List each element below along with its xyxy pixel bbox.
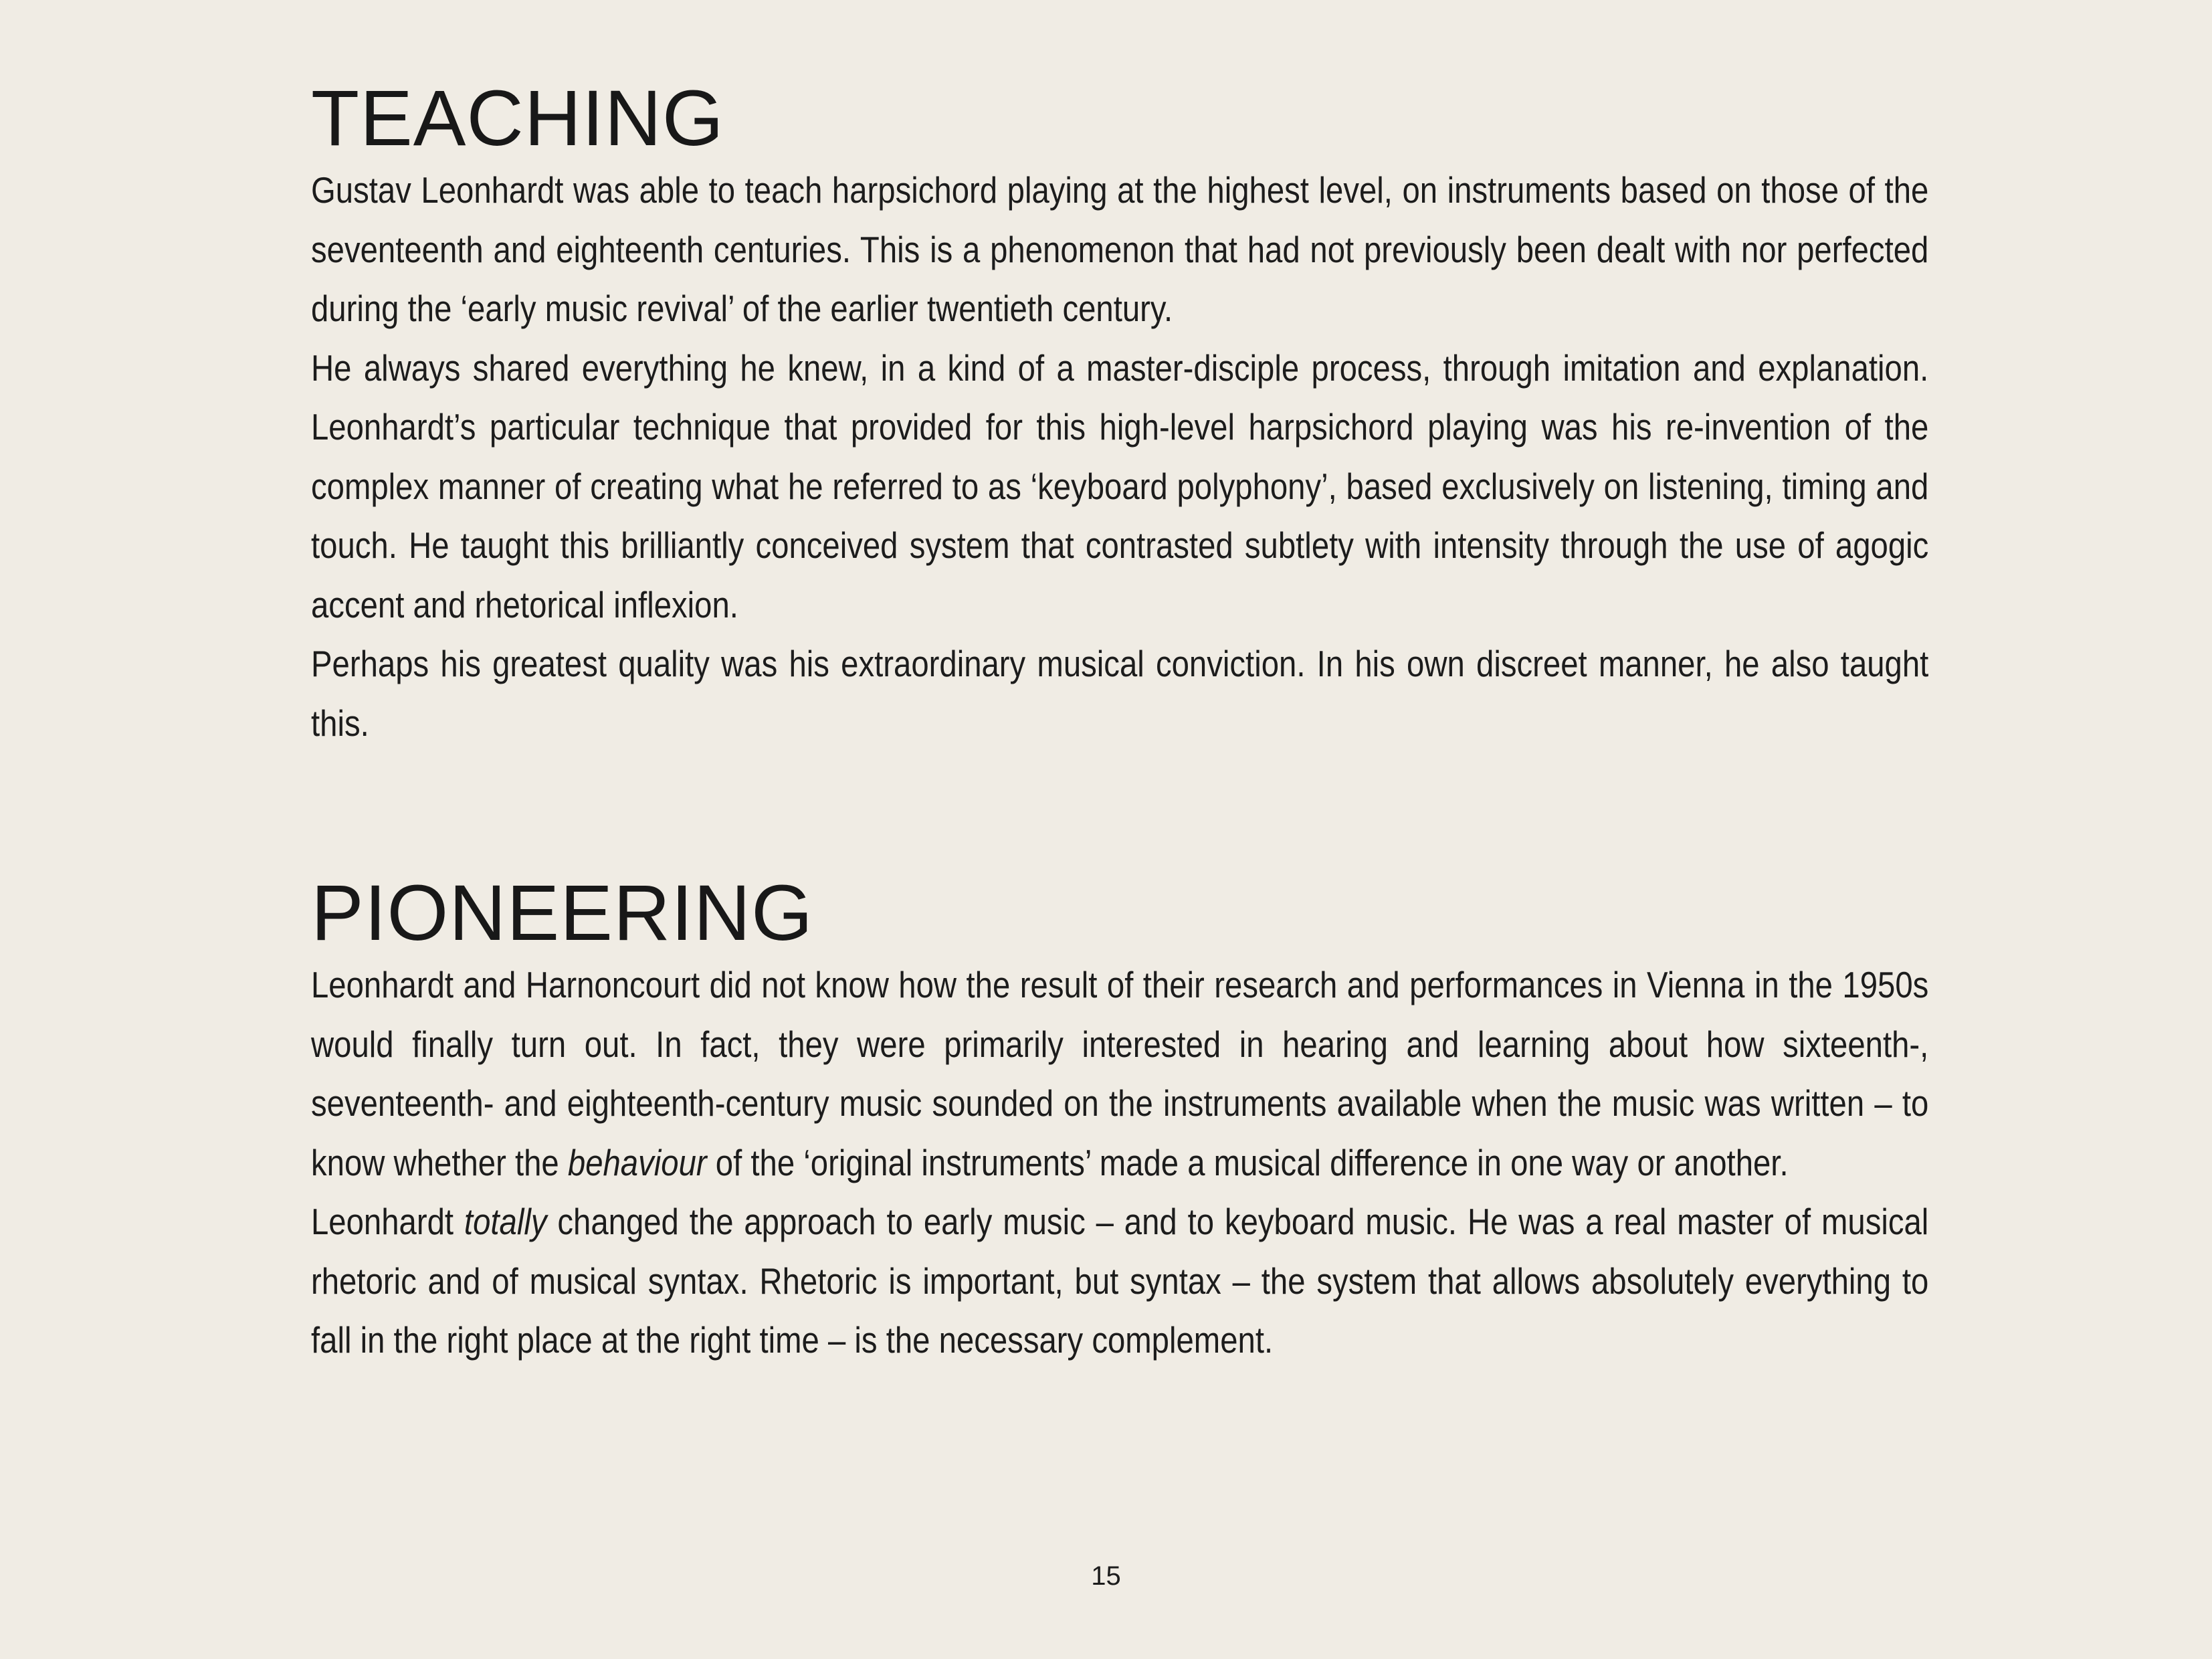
emphasized-word: behaviour — [567, 1141, 707, 1183]
section-heading-teaching: TEACHING — [311, 74, 724, 163]
paragraph-text: changed the approach to early music – and to keyboard music. He was a real master of musical rhetoric and of musical syntax. Rhetoric is important, but syntax – the system that allows absolutely everything to fall in the right place at the right time – is the necessary complement. — [311, 1201, 1929, 1361]
paragraph — [311, 1192, 1928, 1370]
paragraph: Perhaps his greatest quality was his extraordinary musical conviction. In his own discreet manner, he also taught this. — [311, 643, 1929, 744]
emphasized-word: totally — [464, 1201, 547, 1242]
section-heading-pioneering: PIONEERING — [311, 869, 813, 957]
section-teaching — [311, 74, 1929, 753]
paragraph — [311, 955, 1928, 1192]
paragraph: He always shared everything he knew, in a kind of a master-disciple process, through imitation and explanation. Leonhardt’s particular technique that provided for this high-level harpsichord playing was his re-invention of the complex manner of creating what he referred to as ‘keyboard polyphony’, based exclusively on listening, timing and touch. He taught this brilliantly conceived system that contrasted subtlety with intensity through the use of agogic accent and rhetorical inflexion. — [311, 347, 1929, 625]
section-pioneering — [311, 869, 1929, 1370]
paragraph-text: Leonhardt — [311, 1201, 464, 1242]
paragraph: Gustav Leonhardt was able to teach harpsichord playing at the highest level, on instruments based on those of the seventeenth and eighteenth centuries. This is a phenomenon that had not previously been dealt with nor perfected during the ‘early music revival’ of the earlier twentieth century. — [311, 169, 1929, 329]
paragraph-text: Leonhardt and Harnoncourt did not know how the result of their research and performances in Vienna in the 1950s would finally turn out. In fact, they were primarily interested in hearing and learning about how sixteenth-, seventeenth- and eighteenth-century music sounded on the instruments available when the music was written – to know whether the — [311, 964, 1929, 1183]
paragraph-text: of the ‘original instruments’ made a musical difference in one way or another. — [706, 1141, 1789, 1183]
page-number: 15 — [1091, 1561, 1121, 1591]
